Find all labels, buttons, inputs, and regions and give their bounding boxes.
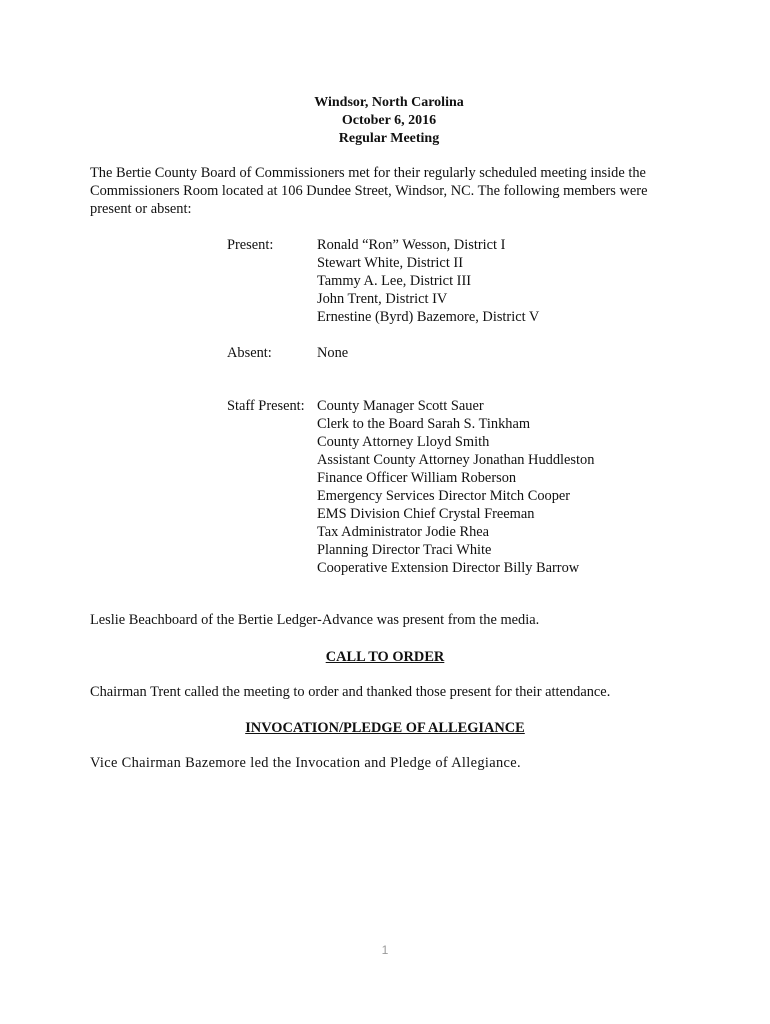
- staff-member: County Attorney Lloyd Smith: [317, 434, 490, 450]
- absent-label: Absent:: [227, 345, 272, 361]
- present-member: Ernestine (Byrd) Bazemore, District V: [317, 309, 540, 325]
- present-names-list: [317, 236, 539, 326]
- present-member: Stewart White, District II: [317, 255, 464, 271]
- call-to-order-heading-text: CALL TO ORDER: [325, 649, 445, 665]
- intro-paragraph: The Bertie County Board of Commissioners met for their regularly scheduled meeting inside the Commissioners Room located at 106 Dundee Street, Windsor, NC. The following members were present or absent:: [90, 165, 648, 217]
- staff-member: Assistant County Attorney Jonathan Huddleston: [317, 452, 595, 468]
- page-number: 1: [381, 943, 389, 957]
- present-member: Tammy A. Lee, District III: [317, 273, 472, 289]
- absent-names-list: [317, 344, 348, 362]
- header-date: October 6, 2016: [341, 113, 437, 128]
- invocation-heading-text: INVOCATION/PLEDGE OF ALLEGIANCE: [245, 720, 525, 736]
- media-note: Leslie Beachboard of the Bertie Ledger-Advance was present from the media.: [90, 612, 540, 628]
- staff-member: Planning Director Traci White: [317, 542, 492, 558]
- invocation-heading: [0, 719, 770, 737]
- call-to-order-text: Chairman Trent called the meeting to order and thanked those present for their attendance.: [90, 684, 611, 700]
- present-label: Present:: [227, 237, 274, 253]
- staff-member: EMS Division Chief Crystal Freeman: [317, 506, 535, 522]
- staff-member: Finance Officer William Roberson: [317, 470, 517, 486]
- staff-label: Staff Present:: [227, 398, 305, 414]
- staff-names-list: [317, 397, 594, 577]
- document-header: [0, 94, 770, 148]
- present-member: Ronald “Ron” Wesson, District I: [317, 237, 506, 253]
- staff-member: Emergency Services Director Mitch Cooper: [317, 488, 571, 504]
- present-member: John Trent, District IV: [317, 291, 448, 307]
- staff-member: Cooperative Extension Director Billy Barrow: [317, 560, 580, 576]
- header-location: Windsor, North Carolina: [314, 95, 464, 110]
- staff-member: Clerk to the Board Sarah S. Tinkham: [317, 416, 531, 432]
- absent-member: None: [317, 345, 349, 361]
- staff-member: County Manager Scott Sauer: [317, 398, 484, 414]
- header-meeting-type: Regular Meeting: [338, 131, 440, 146]
- staff-member: Tax Administrator Jodie Rhea: [317, 524, 490, 540]
- call-to-order-heading: [0, 648, 770, 666]
- invocation-text: Vice Chairman Bazemore led the Invocation and Pledge of Allegiance.: [90, 755, 521, 771]
